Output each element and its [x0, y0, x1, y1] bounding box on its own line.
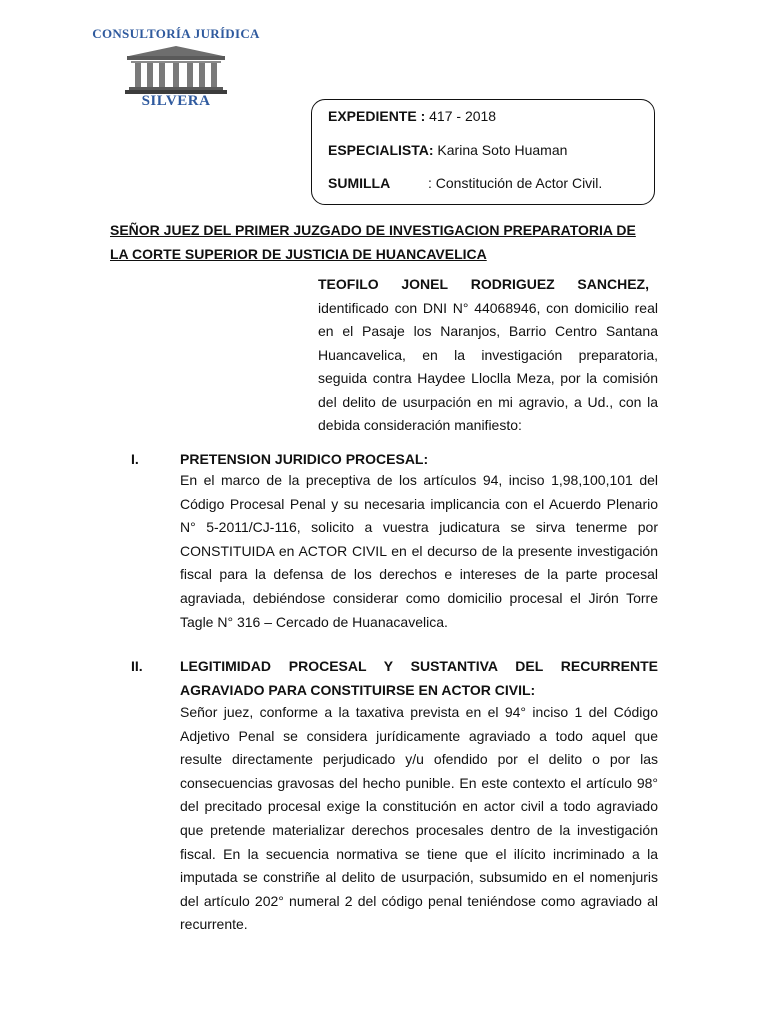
- logo-top-text: CONSULTORÍA JURÍDICA: [92, 26, 260, 41]
- expediente-value: 417 - 2018: [429, 108, 497, 124]
- intro-paragraph: [318, 273, 658, 438]
- especialista-value: Karina Soto Huaman: [437, 142, 568, 158]
- section-number: II.: [131, 658, 143, 674]
- addressee-heading: SEÑOR JUEZ DEL PRIMER JUZGADO DE INVESTIGACION PREPARATORIA DE LA CORTE SUPERIOR DE JUSTICIA DE HUANCAVELICA: [110, 222, 636, 262]
- sumilla-row: [328, 175, 603, 191]
- sumilla-label: SUMILLA: [328, 175, 391, 191]
- logo-bottom-text: SILVERA: [141, 93, 211, 109]
- especialista-label: ESPECIALISTA:: [328, 142, 434, 158]
- expediente-label: EXPEDIENTE :: [328, 108, 426, 124]
- petitioner-name-word: JONEL: [401, 276, 449, 292]
- section-title: LEGITIMIDAD PROCESAL Y SUSTANTIVA DEL RECURRENTE AGRAVIADO PARA CONSTITUIRSE EN ACTOR CIVIL:: [180, 658, 658, 698]
- petitioner-name-word: TEOFILO: [318, 276, 379, 292]
- sumilla-value: : Constitución de Actor Civil.: [428, 175, 603, 191]
- petitioner-name-word: SANCHEZ,: [577, 276, 649, 292]
- section-title: PRETENSION JURIDICO PROCESAL:: [180, 451, 429, 467]
- petitioner-name: [318, 273, 649, 297]
- intro-text: identificado con DNI N° 44068946, con domicilio real en el Pasaje los Naranjos, Barrio Centro Santana Huancavelica, en la investigación preparatoria, seguida contra Haydee Lloclla Meza, por la comisión del delito de usurpación en mi agravio, a Ud., con la debida consideración manifiesto:: [318, 299, 658, 433]
- section-body: Señor juez, conforme a la taxativa prevista en el 94° inciso 1 del Código Adjetivo Penal se considera jurídicamente agraviado a todo aquel que resulte directamente perjudicado y/u ofendido por el delito o por las consecuencias gravosas del hecho punible. En este contexto el artículo 98° del precitado procesal exige la constitución en actor civil a todo agraviado que pretende materializar derechos procesales dentro de la investigación fiscal. En la secuencia normativa se tiene que el ilícito incriminado a la imputada se constriñe al delito de usurpación, subsumido en el nomenjuris del artículo 202° numeral 2 del código penal teniéndose como agraviado al recurrente.: [180, 704, 658, 933]
- case-info-box: [311, 99, 655, 205]
- especialista-row: [328, 142, 567, 158]
- section-body: En el marco de la preceptiva de los artículos 94, inciso 1,98,100,101 del Código Procesal Penal y su necesaria implicancia con el Acuerdo Plenario N° 5-2011/CJ-116, solicito a vuestra judicatura se sirva tenerme por CONSTITUIDA en ACTOR CIVIL en el decurso de la presente investigación fiscal para la defensa de los derechos e intereses de la parte procesal agraviada, debiéndose considerar como domicilio procesal el Jirón Torre Tagle N° 316 – Cercado de Huanacavelica.: [180, 472, 658, 630]
- classical-building-columns-icon: [121, 45, 231, 95]
- petitioner-name-word: RODRIGUEZ: [470, 276, 555, 292]
- section-number: I.: [131, 451, 139, 467]
- expediente-row: [328, 108, 496, 124]
- firm-logo: [92, 26, 260, 110]
